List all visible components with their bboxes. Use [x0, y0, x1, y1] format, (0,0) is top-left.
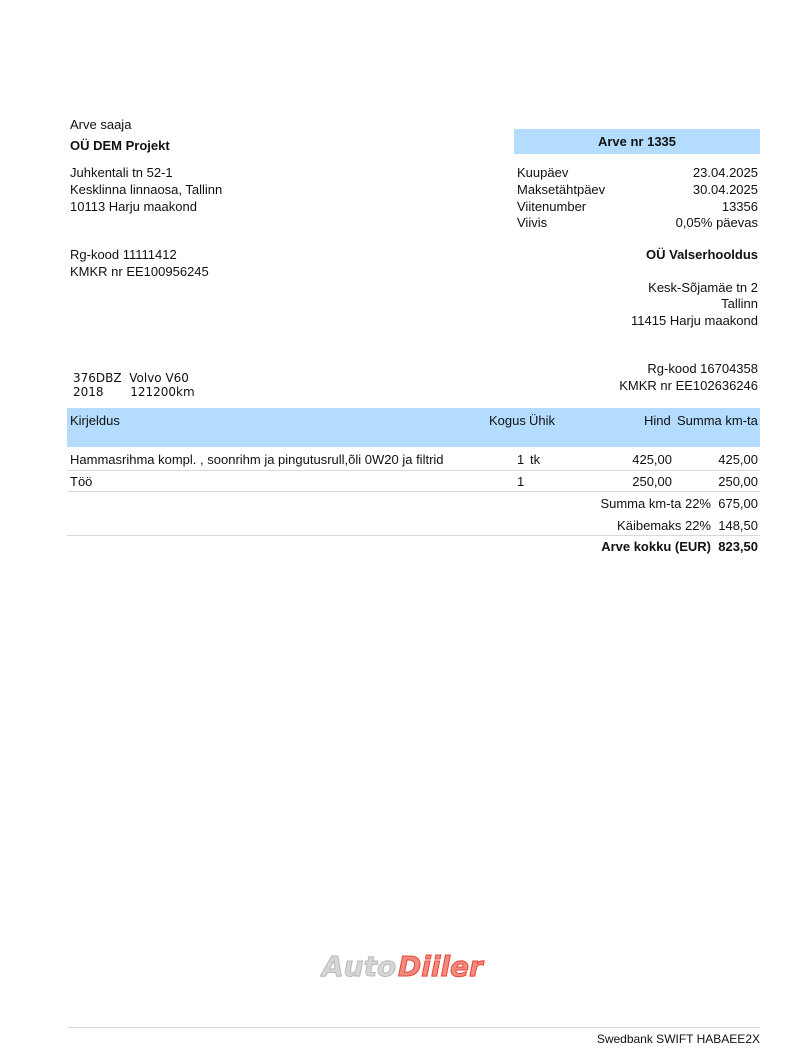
recipient-address-line-1: Juhkentali tn 52-1 [70, 165, 173, 180]
total-vat-label: Käibemaks 22% [617, 518, 711, 533]
total-net [600, 496, 758, 511]
meta-row-due-date [517, 182, 758, 197]
row-sum: 250,00 [718, 474, 758, 489]
vehicle-mileage: 121200km [130, 385, 195, 399]
total-net-label: Summa km-ta 22% [600, 496, 711, 511]
row-description: Hammasrihma kompl. , soonrihm ja pingutusrull,õli 0W20 ja filtrid [70, 452, 444, 467]
recipient-vat-number: KMKR nr EE100956245 [70, 264, 209, 279]
seller-name: OÜ Valserhooldus [646, 247, 758, 262]
grand-total-label: Arve kokku (EUR) [601, 539, 711, 554]
vehicle-line-2 [73, 385, 195, 399]
meta-row-penalty [517, 215, 758, 230]
seller-reg-code: Rg-kood 16704358 [647, 361, 758, 376]
seller-vat-number: KMKR nr EE102636246 [619, 378, 758, 393]
header-unit: Ühik [529, 413, 556, 428]
header-description: Kirjeldus [70, 413, 120, 428]
footer-bank-info: Swedbank SWIFT HABAEE2X [596, 1032, 760, 1046]
meta-label: Maksetähtpäev [517, 182, 606, 197]
row-description: Töö [70, 474, 93, 489]
recipient-reg-code: Rg-kood 11111412 [70, 247, 177, 262]
autodiiler-watermark-logo [320, 940, 500, 990]
row-sum: 425,00 [718, 452, 758, 467]
vehicle-plate: 376DBZ [73, 371, 122, 385]
grand-total [601, 539, 758, 554]
meta-value: 13356 [721, 199, 758, 214]
totals-divider [67, 535, 760, 536]
meta-label: Kuupäev [517, 165, 569, 180]
invoice-title: Arve nr 1335 [514, 129, 760, 154]
header-sum: Summa km-ta [677, 413, 758, 428]
meta-label: Viivis [517, 215, 548, 230]
watermark-text-diiler: Diiler [398, 950, 483, 983]
row-divider [67, 470, 760, 471]
header-price: Hind [644, 413, 671, 428]
recipient-address-line-2: Kesklinna linnaosa, Tallinn [70, 182, 223, 197]
seller-address-line-3: 11415 Harju maakond [631, 313, 758, 328]
meta-row-reference [517, 199, 758, 214]
recipient-address-line-3: 10113 Harju maakond [70, 199, 197, 214]
meta-label: Viitenumber [517, 199, 587, 214]
grand-total-value: 823,50 [718, 539, 758, 554]
seller-address-line-1: Kesk-Sõjamäe tn 2 [648, 280, 758, 295]
footer-divider [67, 1027, 760, 1028]
vehicle-model: Volvo V60 [129, 371, 189, 385]
meta-row-date [517, 165, 758, 180]
meta-value: 23.04.2025 [692, 165, 758, 180]
meta-value: 0,05% päevas [675, 215, 758, 230]
recipient-label: Arve saaja [70, 117, 132, 132]
row-qty: 1 [517, 452, 525, 467]
table-header [67, 408, 760, 447]
vehicle-line-1 [73, 371, 189, 385]
meta-value: 30.04.2025 [692, 182, 758, 197]
total-net-value: 675,00 [718, 496, 758, 511]
watermark-text-auto: Auto [322, 950, 397, 983]
vehicle-year: 2018 [73, 385, 104, 399]
row-divider [67, 491, 760, 492]
row-qty: 1 [517, 474, 525, 489]
header-qty: Kogus [489, 413, 526, 428]
seller-address-line-2: Tallinn [721, 296, 758, 311]
recipient-name: OÜ DEM Projekt [70, 138, 170, 153]
row-price: 250,00 [632, 474, 672, 489]
total-vat-value: 148,50 [718, 518, 758, 533]
total-vat [617, 518, 758, 533]
row-unit: tk [530, 452, 541, 467]
row-price: 425,00 [632, 452, 672, 467]
